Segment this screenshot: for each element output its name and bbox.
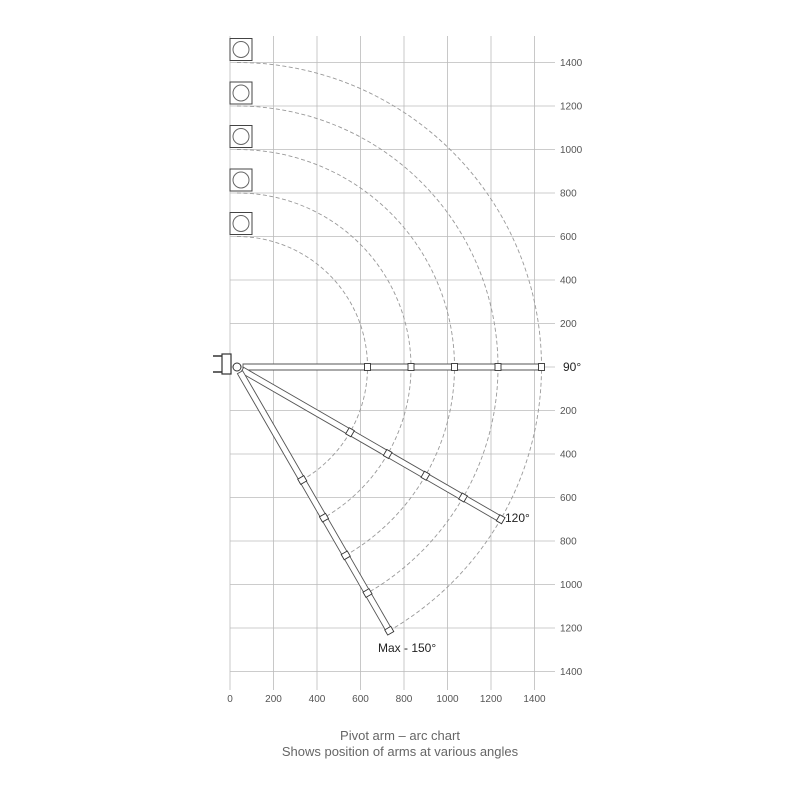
arm-label-150: Max - 150° [378, 641, 437, 655]
reach-arc [237, 63, 541, 631]
pivot-point [233, 363, 241, 371]
arc-layer [237, 63, 541, 631]
x-tick-label: 1000 [436, 694, 459, 705]
reach-arc [237, 106, 498, 593]
arm-joint [408, 364, 414, 371]
x-tick-label: 1400 [523, 694, 546, 705]
y-tick-label: 200 [560, 406, 577, 417]
y-tick-label: 600 [560, 493, 577, 504]
y-tick-label: 1000 [560, 580, 583, 591]
tick-labels [227, 58, 582, 705]
y-tick-label: 1000 [560, 145, 583, 156]
x-tick-label: 1200 [479, 694, 503, 705]
y-tick-label: 400 [560, 275, 577, 287]
pivot-squares [230, 39, 252, 235]
caption-title: Pivot arm – arc chart [340, 728, 460, 743]
caption-subtitle: Shows position of arms at various angles [281, 744, 519, 759]
arm-layer [237, 364, 544, 636]
y-tick-label: 200 [560, 319, 577, 330]
y-tick-label: 800 [560, 188, 577, 200]
reach-arc [237, 193, 411, 518]
y-tick-label: 1400 [560, 58, 583, 69]
y-tick-label: 400 [560, 449, 577, 461]
x-tick-label: 200 [265, 694, 282, 705]
x-tick-label: 600 [352, 694, 369, 705]
reach-arc [237, 150, 455, 556]
reach-arc [237, 237, 368, 481]
x-tick-label: 0 [227, 694, 233, 705]
grid [230, 36, 555, 690]
arm-joint [452, 364, 458, 371]
arm-label-120: 120° [505, 511, 530, 525]
wall-mount-bracket [213, 354, 241, 374]
y-tick-label: 1200 [560, 101, 583, 113]
arm-joint [495, 364, 501, 371]
arm-joint [539, 364, 545, 371]
y-tick-label: 800 [560, 536, 577, 548]
y-tick-label: 600 [560, 232, 577, 243]
arm-label-90: 90° [563, 360, 582, 374]
x-tick-label: 800 [395, 694, 413, 705]
y-tick-label: 1200 [560, 623, 583, 635]
x-tick-label: 400 [308, 694, 326, 705]
mount-plate [222, 354, 231, 374]
arm-joint [365, 364, 371, 371]
y-tick-label: 1400 [560, 667, 583, 678]
